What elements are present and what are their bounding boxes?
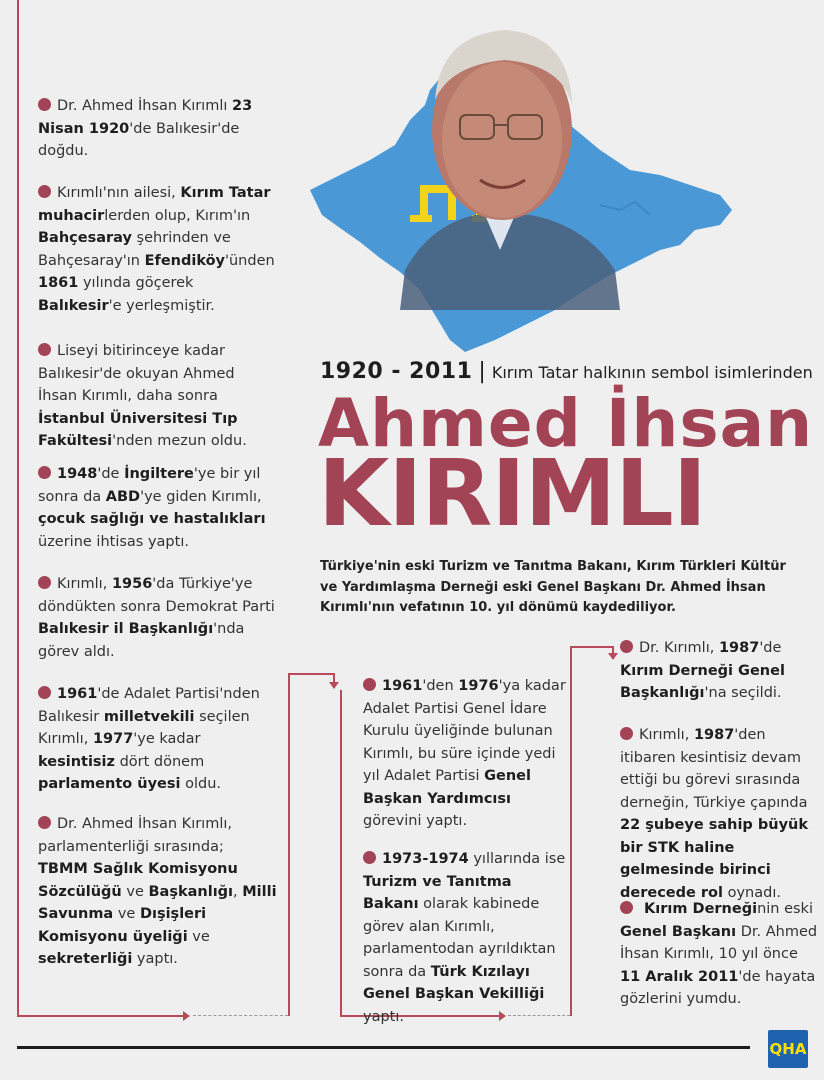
text-run-bold: 1961	[57, 686, 98, 702]
bullet-icon	[620, 727, 633, 740]
text-run: oynadı.	[722, 884, 781, 901]
text-run-bold: İstanbul Üniversitesi Tıp Fakültesi	[38, 410, 238, 449]
timeline-line-right-v	[570, 646, 572, 1016]
text-run-bold: Genel Başkanı	[620, 923, 737, 940]
text-run-bold: Kırım Tatar muhacir	[38, 185, 271, 224]
text-run: Kırımlı,	[639, 727, 694, 743]
text-run-bold: 1987	[718, 640, 760, 656]
text-run: 'ye kadar	[133, 731, 201, 747]
text-run: 'de hayata gözlerini yumdu.	[620, 968, 816, 1007]
text-run: ve	[121, 883, 149, 900]
text-run: yaptı.	[363, 1008, 404, 1025]
text-run: 'na seçildi.	[704, 685, 782, 701]
timeline-line-col2	[340, 690, 342, 1016]
timeline-item	[38, 463, 278, 553]
arrow-icon	[608, 653, 618, 660]
timeline-item	[620, 724, 820, 901]
text-run-bold: 1948	[57, 466, 98, 482]
text-run-bold: milletvekili	[103, 708, 195, 725]
text-run-bold: 23 Nisan 1920	[38, 98, 253, 137]
bullet-icon	[38, 343, 51, 356]
timeline-item	[620, 898, 820, 1011]
timeline-item	[620, 637, 820, 707]
name-surname: KIRIMLI	[318, 440, 706, 547]
text-run: Kırımlı'nın ailesi,	[57, 185, 181, 201]
timeline-item	[363, 675, 568, 835]
text-run: görevini yaptı.	[363, 813, 468, 829]
text-run: Dr. Ahmed İhsan Kırımlı, 10 yıl önce	[620, 923, 818, 962]
arrow-icon	[183, 1011, 190, 1021]
text-run-bold: Bahçesaray	[38, 230, 132, 246]
text-run: ,	[233, 883, 243, 900]
bullet-icon	[38, 816, 51, 829]
timeline-line-right-top	[570, 646, 612, 648]
text-run: Dr. Ahmed İhsan Kırımlı	[57, 98, 233, 114]
text-run: 'de Adalet Partisi'nden Balıkesir	[38, 686, 260, 725]
text-run: 'de	[759, 640, 782, 656]
text-run-bold: 22 şubeye sahip büyük bir STK haline gelmesinde birinci derecede rol	[620, 817, 808, 901]
text-run-bold: 11 Aralık 2011	[620, 968, 739, 985]
text-run: seçilen Kırımlı,	[38, 708, 250, 747]
text-run-bold: Kırım Derneği Genel Başkanlığı	[620, 662, 785, 701]
text-run-bold: İngiltere	[124, 466, 194, 482]
title-separator: |	[478, 359, 486, 384]
qha-logo: QHA	[768, 1030, 808, 1068]
text-run: Dr. Kırımlı,	[639, 640, 719, 656]
text-run-bold: TBMM Sağlık Komisyonu Sözcülüğü	[38, 861, 238, 900]
timeline-line-right-down	[612, 646, 614, 654]
text-run-bold: 1977	[92, 731, 134, 747]
bullet-icon	[620, 901, 633, 914]
text-run: 'de Balıkesir'de doğdu.	[38, 120, 240, 159]
connector-dashed	[193, 1015, 288, 1016]
timeline-item	[38, 182, 278, 327]
text-run-bold: Türk Kızılayı Genel Başkan Vekilliği	[363, 963, 545, 1002]
text-run: 'den	[422, 678, 459, 694]
text-run: 'nda görev aldı.	[38, 621, 245, 660]
text-run-bold: sekreterliği	[38, 951, 133, 967]
bullet-icon	[620, 640, 633, 653]
text-run: yaptı.	[132, 951, 178, 967]
bullet-icon	[363, 851, 376, 864]
text-run: üzerine ihtisas yaptı.	[38, 533, 189, 550]
text-run: 'e yerleşmiştir.	[108, 297, 215, 314]
intro-paragraph: Türkiye'nin eski Turizm ve Tanıtma Bakanı, Kırım Türkleri Kültür ve Yardımlaşma Derneği eski Genel Başkanı Dr. Ahmed İhsan Kırımlı'nın vefatının 10. yıl dönümü kaydediliyor.	[320, 559, 786, 615]
text-run-bold: Turizm ve Tanıtma Bakanı	[363, 873, 512, 912]
text-run: 'nden mezun oldu.	[112, 433, 247, 449]
text-run-bold: 1961	[382, 678, 423, 694]
text-run: yıllarında ise	[468, 851, 566, 867]
text-run-bold: Genel Başkan Yardımcısı	[363, 768, 531, 807]
page-subtitle: Kırım Tatar halkının sembol isimlerinden	[491, 363, 813, 382]
years-range: 1920 - 2011	[320, 359, 473, 384]
text-run: yılında göçerek	[78, 275, 194, 291]
text-run-bold: Balıkesir	[38, 297, 109, 314]
text-run-bold: kesintisiz	[38, 753, 115, 770]
text-run: lerden olup, Kırım'ın	[104, 207, 251, 224]
text-run-bold: Kırım Derneği	[639, 901, 758, 917]
timeline-column-middle	[363, 675, 568, 1028]
timeline-line-left	[17, 0, 19, 1016]
timeline-line-mid-v	[288, 673, 290, 1016]
text-run: 'ya kadar Adalet Partisi Genel İdare Kurulu üyeliğinde bulunan Kırımlı, bu süre içinde yedi yıl Adalet Partisi	[363, 678, 566, 784]
text-run: 'den itibaren kesintisiz devam ettiği bu görevi sırasında derneğin, Türkiye çapında	[620, 727, 808, 811]
text-run-bold: Dışişleri Komisyonu üyeliği	[38, 906, 207, 945]
bullet-icon	[38, 686, 51, 699]
text-run: ve	[187, 928, 210, 945]
text-run: nin eski	[757, 901, 813, 917]
timeline-column-left	[38, 95, 278, 971]
timeline-item	[38, 340, 278, 449]
text-run: oldu.	[180, 776, 222, 792]
text-run-bold: 1976	[458, 678, 499, 694]
text-run-bold: 1956	[111, 576, 153, 592]
text-run: 'de	[97, 466, 125, 482]
timeline-line-left-bottom	[17, 1015, 185, 1017]
text-run: 'ye bir yıl sonra da	[38, 466, 261, 505]
text-run-bold: 1973-1974	[382, 851, 469, 867]
text-run: Dr. Ahmed İhsan Kırımlı, parlamenterliği sırasında;	[38, 816, 233, 855]
text-run-bold: ABD	[105, 488, 141, 505]
text-run-bold: çocuk sağlığı ve hastalıkları	[38, 511, 266, 527]
text-run: 'da Türkiye'ye döndükten sonra Demokrat Parti	[38, 576, 275, 615]
text-run: şehrinden ve Bahçesaray'ın	[38, 230, 231, 269]
text-run-bold: Milli Savunma	[38, 883, 277, 922]
bullet-icon	[38, 576, 51, 589]
timeline-item	[38, 95, 278, 170]
text-run-bold: Başkanlığı	[148, 883, 234, 900]
text-run: olarak kabinede görev alan Kırımlı, parlamentodan ayrıldıktan sonra da	[363, 896, 556, 980]
timeline-column-right	[620, 637, 820, 1011]
bullet-icon	[363, 678, 376, 691]
timeline-item	[38, 573, 278, 663]
timeline-item	[363, 848, 568, 1028]
text-run-bold: Balıkesir il Başkanlığı	[38, 621, 214, 637]
text-run: 'ye giden Kırımlı,	[140, 488, 262, 505]
text-run: 'ünden	[225, 252, 275, 269]
footer-rule	[17, 1046, 750, 1049]
timeline-line-mid-top	[288, 673, 333, 675]
arrow-icon	[329, 682, 339, 689]
bullet-icon	[38, 185, 51, 198]
bullet-icon	[38, 466, 51, 479]
timeline-item	[38, 813, 278, 971]
timeline-item	[38, 683, 278, 795]
text-run-bold: Efendiköy	[144, 252, 225, 269]
text-run: Kırımlı,	[57, 576, 112, 592]
title-line	[320, 359, 813, 384]
text-run-bold: 1987	[693, 727, 735, 743]
name-first: Ahmed İhsan	[318, 385, 814, 462]
text-run-bold: parlamento üyesi	[38, 776, 181, 792]
text-run: Liseyi bitirinceye kadar Balıkesir'de okuyan Ahmed İhsan Kırımlı, daha sonra	[38, 343, 235, 404]
text-run: dört dönem	[114, 753, 205, 770]
bullet-icon	[38, 98, 51, 111]
crimea-map-illustration	[300, 10, 740, 355]
text-run: ve	[113, 906, 140, 922]
text-run-bold: 1861	[38, 275, 79, 291]
